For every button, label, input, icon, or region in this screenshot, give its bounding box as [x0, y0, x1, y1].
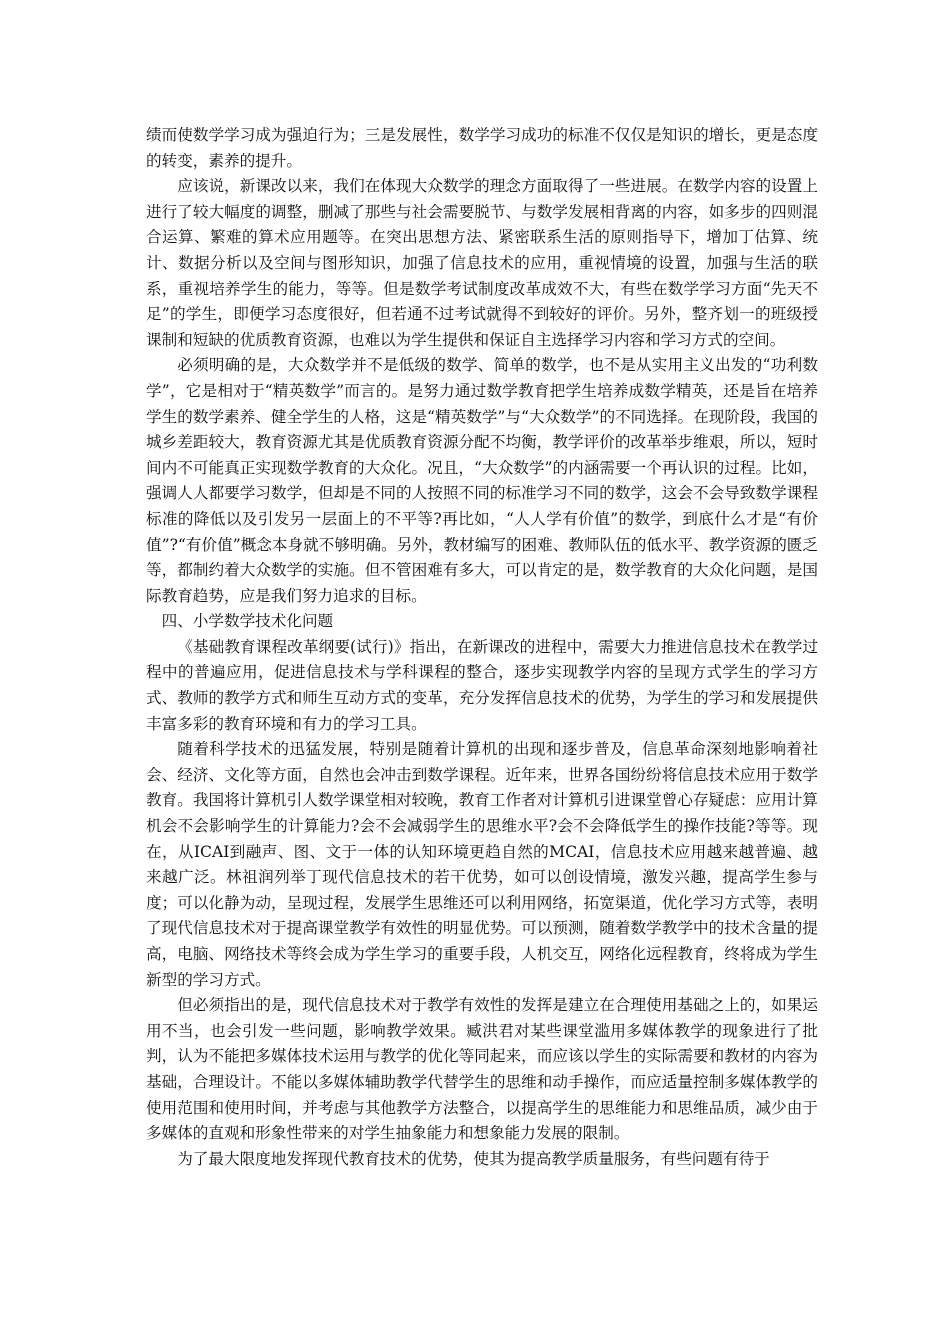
- paragraph-technology-caution: 但必须指出的是，现代信息技术对于教学有效性的发挥是建立在合理使用基础之上的，如果运用不当，也会引发一些问题，影响教学效果。臧洪君对某些课堂滥用多媒体教学的现象进行了批判，认为不能把多媒体技术运用与教学的优化等同起来，而应该以学生的实际需要和教材的内容为基础，合理设计。不能以多媒体辅助教学代替学生的思维和动手操作，而应适量控制多媒体教学的使用范围和使用时间，并考虑与其他教学方法整合，以提高学生的思维能力和思维品质，减少由于多媒体的直观和形象性带来的对学生抽象能力和想象能力发展的限制。: [146, 996, 818, 1143]
- paragraph-technology-development: 随着科学技术的迅猛发展，特别是随着计算机的出现和逐步普及，信息革命深刻地影响着社会、经济、文化等方面，自然也会冲击到数学课程。近年来，世界各国纷纷将信息技术应用于数学教育。我国将计算机引人数学课堂相对较晚，教育工作者对计算机引进课堂曾心存疑虑：应用计算机会不会影响学生的计算能力?会不会减弱学生的思维水平?会不会降低学生的操作技能?等等。现在，从ICAI到融声、图、文于一体的认知环境更趋自然的MCAI，信息技术应用越来越普遍、越来越广泛。林祖润列举丁现代信息技术的若干优势，如可以创设情境，激发兴趣，提高学生参与度；可以化静为动，呈现过程，发展学生思维还可以利用网络，拓宽渠道，优化学习方式等，表明了现代信息技术对于提高课堂教学有效性的明显优势。可以预测，随着数学教学中的技术含量的提高，电脑、网络技术等终会成为学生学习的重要手段，人机交互，网络化远程教育，终将成为学生新型的学习方式。: [146, 740, 818, 989]
- paragraph-technology-maximize: 为了最大限度地发挥现代教育技术的优势，使其为提高教学质量服务，有些问题有待于: [177, 1149, 770, 1168]
- paragraph-curriculum-reform-outline: 《基础教育课程改革纲要(试行)》指出，在新课改的进程中，需要大力推进信息技术在教学过程中的普遍应用，促进信息技术与学科课程的整合，逐步实现教学内容的呈现方式学生的学习方式、教师的教学方式和师生互动方式的变革，充分发挥信息技术的优势，为学生的学习和发展提供丰富多彩的教育环境和有力的学习工具。: [146, 637, 818, 733]
- paragraph-new-curriculum-progress: 应该说，新课改以来，我们在体现大众数学的理念方面取得了一些进展。在数学内容的设置上进行了较大幅度的调整，删减了那些与社会需要脱节、与数学发展相背离的内容，如多步的四则混合运算、繁难的算术应用题等。在突出思想方法、紧密联系生活的原则指导下，增加丁估算、统计、数据分析以及空间与图形知识，加强了信息技术的应用，重视情境的设置，加强与生活的联系，重视培养学生的能力，等等。但是数学考试制度改革成效不大，有些在数学学习方面“先天不足”的学生，即便学习态度很好，但若通不过考试就得不到较好的评价。另外，整齐划一的班级授课制和短缺的优质教育资源，也难以为学生提供和保证自主选择学习内容和学习方式的空间。: [146, 177, 818, 349]
- paragraph-mass-mathematics: 必须明确的是，大众数学并不是低级的数学、简单的数学，也不是从实用主义出发的“功利数学”，它是相对于“精英数学”而言的。是努力通过数学教育把学生培养成数学精英，还是旨在培养学生的数学素养、健全学生的人格，这是“精英数学”与“大众数学”的不同选择。在现阶段，我国的城乡差距较大，教育资源尤其是优质教育资源分配不均衡，教学评价的改革举步维艰，所以，短时间内不可能真正实现数学教育的大众化。况且，“大众数学”的内涵需要一个再认识的过程。比如，强调人人都要学习数学，但却是不同的人按照不同的标准学习不同的数学，这会不会导致数学课程标准的降低以及引发另一层面上的不平等?再比如，“人人学有价值”的数学，到底什么才是“有价值”?“有价值”概念本身就不够明确。另外，教材编写的困难、教师队伍的低水平、教学资源的匮乏等，都制约着大众数学的实施。但不管困难有多大，可以肯定的是，数学教育的大众化问题，是国际教育趋势，应是我们努力追求的目标。: [146, 356, 818, 605]
- section-heading-technology: 四、小学数学技术化问题: [161, 612, 334, 631]
- document-body: [146, 123, 818, 1172]
- paragraph-continuation: 绩而使数学学习成为强迫行为；三是发展性，数学学习成功的标准不仅仅是知识的增长，更是态度的转变，素养的提升。: [146, 126, 818, 170]
